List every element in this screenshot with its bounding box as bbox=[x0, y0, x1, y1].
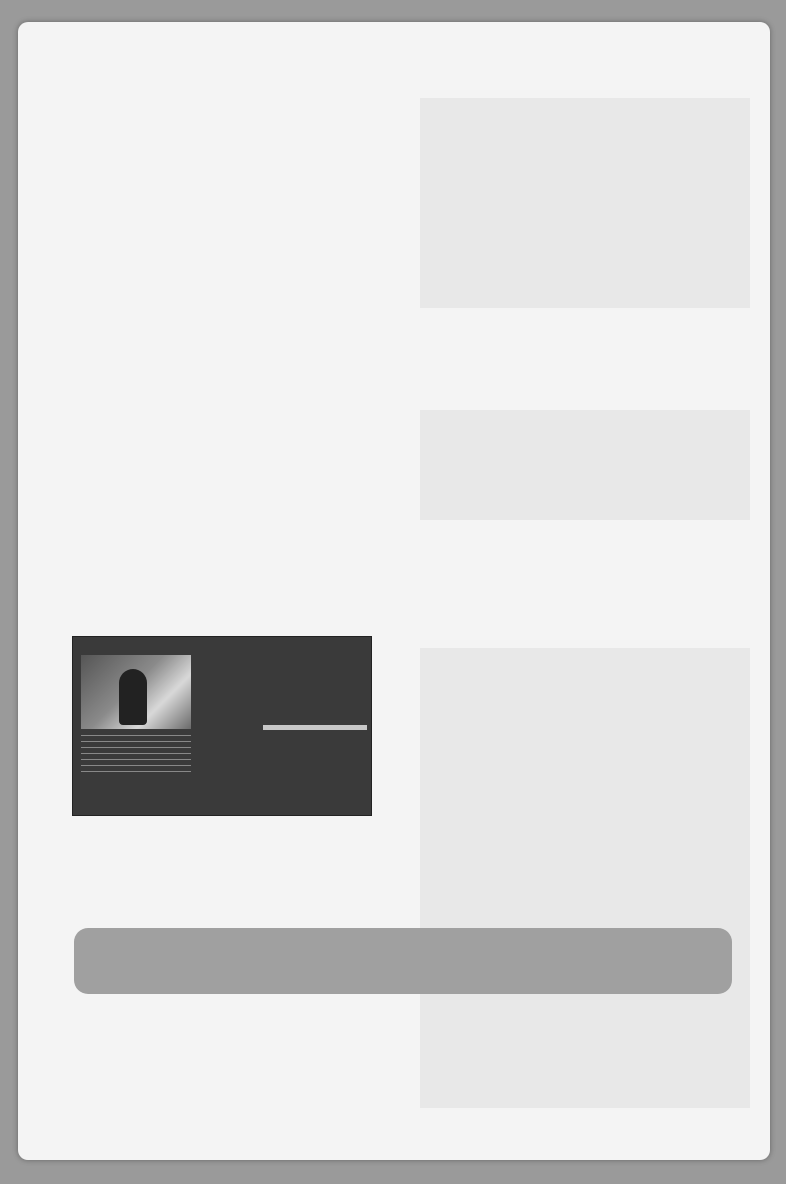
epg-screenshot bbox=[72, 636, 372, 816]
ghost-block bbox=[420, 410, 750, 520]
ghost-block bbox=[420, 648, 750, 1108]
note-box bbox=[74, 928, 732, 994]
manual-page bbox=[18, 22, 770, 1160]
epg-video-preview bbox=[81, 655, 191, 729]
epg-selection-highlight bbox=[263, 725, 367, 730]
epg-description bbox=[81, 735, 191, 777]
ghost-block bbox=[420, 98, 750, 308]
